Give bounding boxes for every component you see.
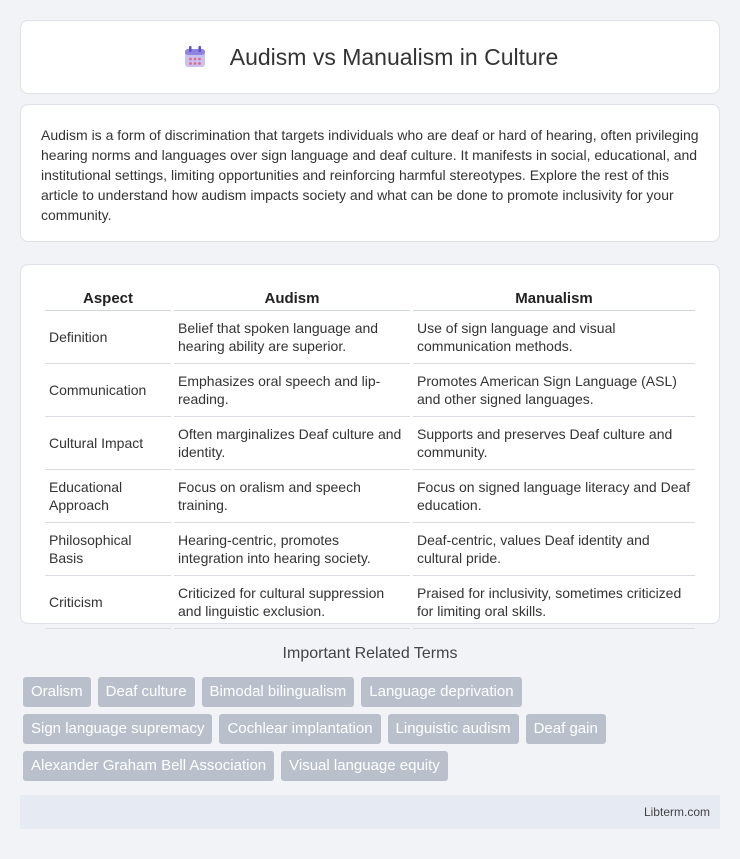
comparison-table-card <box>20 264 720 624</box>
header-aspect: Aspect <box>45 285 171 311</box>
table-row <box>45 470 695 523</box>
cell-manualism: Supports and preserves Deaf culture and community. <box>413 417 695 470</box>
cell-manualism: Focus on signed language literacy and Deaf education. <box>413 470 695 523</box>
calendar-icon <box>182 44 208 70</box>
comparison-table <box>42 285 698 629</box>
cell-aspect: Cultural Impact <box>45 417 171 470</box>
related-term-tag[interactable]: Deaf gain <box>526 714 606 744</box>
intro-card <box>20 104 720 242</box>
cell-manualism: Promotes American Sign Language (ASL) and other signed languages. <box>413 364 695 417</box>
page-title: Audism vs Manualism in Culture <box>229 43 559 70</box>
cell-aspect: Definition <box>45 311 171 364</box>
footer <box>20 795 720 829</box>
header-audism: Audism <box>174 285 410 311</box>
cell-audism: Often marginalizes Deaf culture and identity. <box>174 417 410 470</box>
intro-text: Audism is a form of discrimination that targets individuals who are deaf or hard of hearing, often privileging hearing norms and languages over sign language and deaf culture. It manifests in social, educational, and institutional settings, limiting opportunities and reinforcing harmful stereotypes. Explore the rest of this article to understand how audism impacts society and what can be done to promote inclusivity for your community. <box>41 127 699 223</box>
related-term-tag[interactable]: Sign language supremacy <box>23 714 212 744</box>
cell-audism: Focus on oralism and speech training. <box>174 470 410 523</box>
related-term-tag[interactable]: Visual language equity <box>281 751 448 781</box>
table-row <box>45 364 695 417</box>
related-term-tag[interactable]: Deaf culture <box>98 677 195 707</box>
cell-manualism: Deaf-centric, values Deaf identity and cultural pride. <box>413 523 695 576</box>
cell-manualism: Use of sign language and visual communication methods. <box>413 311 695 364</box>
table-row <box>45 311 695 364</box>
cell-aspect: Criticism <box>45 576 171 629</box>
cell-aspect: Communication <box>45 364 171 417</box>
cell-aspect: Educational Approach <box>45 470 171 523</box>
related-term-tag[interactable]: Oralism <box>23 677 91 707</box>
cell-audism: Emphasizes oral speech and lip-reading. <box>174 364 410 417</box>
cell-manualism: Praised for inclusivity, sometimes criticized for limiting oral skills. <box>413 576 695 629</box>
cell-audism: Criticized for cultural suppression and linguistic exclusion. <box>174 576 410 629</box>
related-term-tag[interactable]: Language deprivation <box>361 677 521 707</box>
table-row <box>45 523 695 576</box>
related-term-tag[interactable]: Cochlear implantation <box>219 714 380 744</box>
cell-audism: Belief that spoken language and hearing ability are superior. <box>174 311 410 364</box>
related-terms-title: Important Related Terms <box>282 645 458 662</box>
cell-audism: Hearing-centric, promotes integration into hearing society. <box>174 523 410 576</box>
table-row <box>45 576 695 629</box>
header-card <box>20 20 720 94</box>
related-term-tag[interactable]: Alexander Graham Bell Association <box>23 751 274 781</box>
related-terms-list <box>23 677 723 788</box>
related-term-tag[interactable]: Bimodal bilingualism <box>202 677 355 707</box>
related-term-tag[interactable]: Linguistic audism <box>388 714 519 744</box>
cell-aspect: Philosophical Basis <box>45 523 171 576</box>
table-header-row <box>45 285 695 311</box>
header-manualism: Manualism <box>413 285 695 311</box>
table-row <box>45 417 695 470</box>
footer-site-link[interactable]: Libterm.com <box>643 805 710 819</box>
